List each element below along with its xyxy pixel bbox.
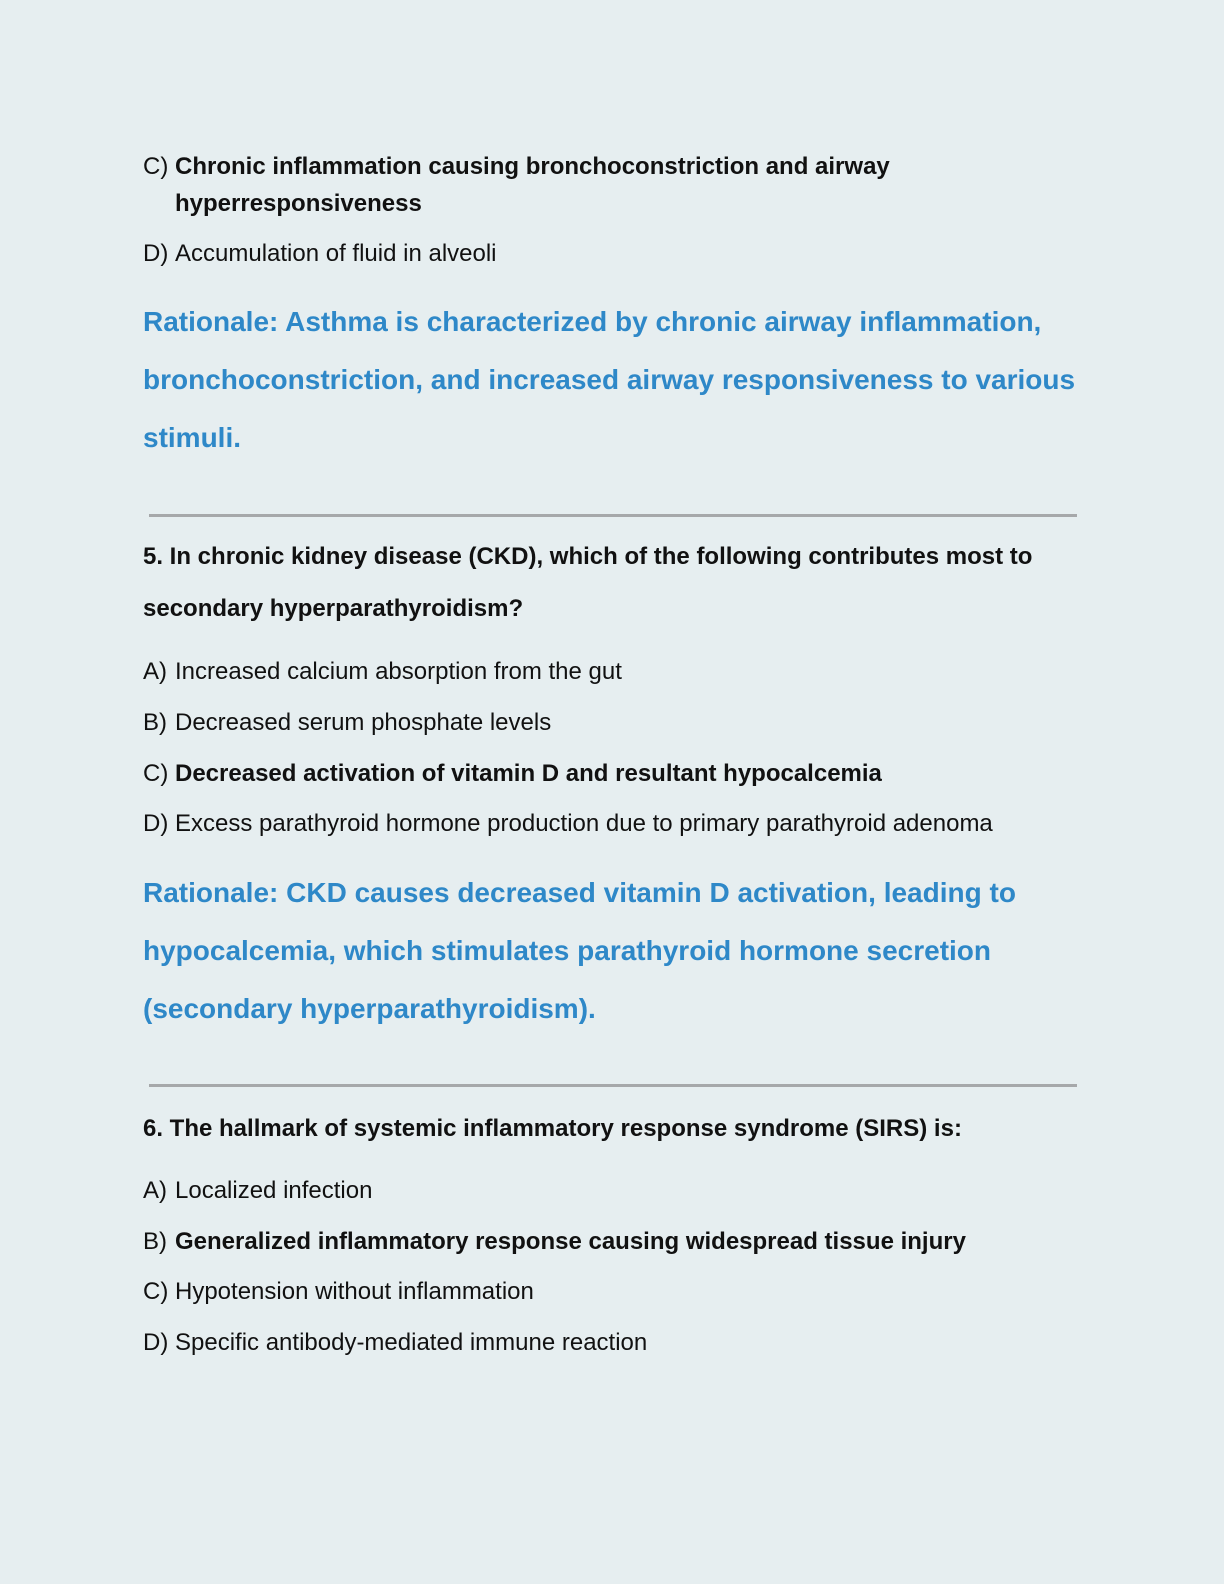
section-divider <box>149 514 1077 517</box>
option-letter: A) <box>143 658 167 685</box>
q5-option-a <box>143 653 1083 690</box>
option-text: Chronic inflammation causing bronchoconstriction and airway hyperresponsiveness <box>175 153 890 217</box>
option-letter: C) <box>143 760 169 787</box>
option-text: Specific antibody-mediated immune reaction <box>175 1329 648 1356</box>
q4-option-d <box>143 235 1083 272</box>
option-text: Localized infection <box>175 1177 373 1204</box>
option-text: Hypotension without inflammation <box>175 1278 534 1305</box>
q4-option-c <box>143 148 1083 222</box>
option-letter: A) <box>143 1177 167 1204</box>
q5-option-d <box>143 805 1083 842</box>
q5-question: 5. In chronic kidney disease (CKD), which of the following contributes most to secondary hyperparathyroidism? <box>143 543 1033 622</box>
option-letter: B) <box>143 1228 167 1255</box>
option-letter: C) <box>143 1278 169 1305</box>
option-letter: C) <box>143 153 169 180</box>
option-text: Accumulation of fluid in alveoli <box>175 240 497 267</box>
option-letter: B) <box>143 709 167 736</box>
option-letter: D) <box>143 240 169 267</box>
q5-option-c <box>143 755 1083 792</box>
q6-option-d <box>143 1324 1083 1361</box>
option-letter: D) <box>143 810 169 837</box>
option-text: Decreased activation of vitamin D and resultant hypocalcemia <box>175 760 882 787</box>
option-text: Decreased serum phosphate levels <box>175 709 552 736</box>
option-letter: D) <box>143 1329 169 1356</box>
option-text: Increased calcium absorption from the gut <box>175 658 622 685</box>
q6-option-c <box>143 1273 1083 1310</box>
q4-rationale: Rationale: Asthma is characterized by chronic airway inflammation, bronchoconstriction, and increased airway responsiveness to various stimuli. <box>143 306 1076 453</box>
q5-option-b <box>143 704 1083 741</box>
q6-question: 6. The hallmark of systemic inflammatory response syndrome (SIRS) is: <box>143 1115 962 1142</box>
option-text: Excess parathyroid hormone production due to primary parathyroid adenoma <box>175 810 993 837</box>
q6-option-a <box>143 1172 1083 1209</box>
q6-option-b <box>143 1223 1083 1260</box>
q5-rationale: Rationale: CKD causes decreased vitamin D activation, leading to hypocalcemia, which stimulates parathyroid hormone secretion (secondary hyperparathyroidism). <box>143 877 1016 1024</box>
option-text: Generalized inflammatory response causing widespread tissue injury <box>175 1228 966 1255</box>
section-divider <box>149 1084 1077 1087</box>
